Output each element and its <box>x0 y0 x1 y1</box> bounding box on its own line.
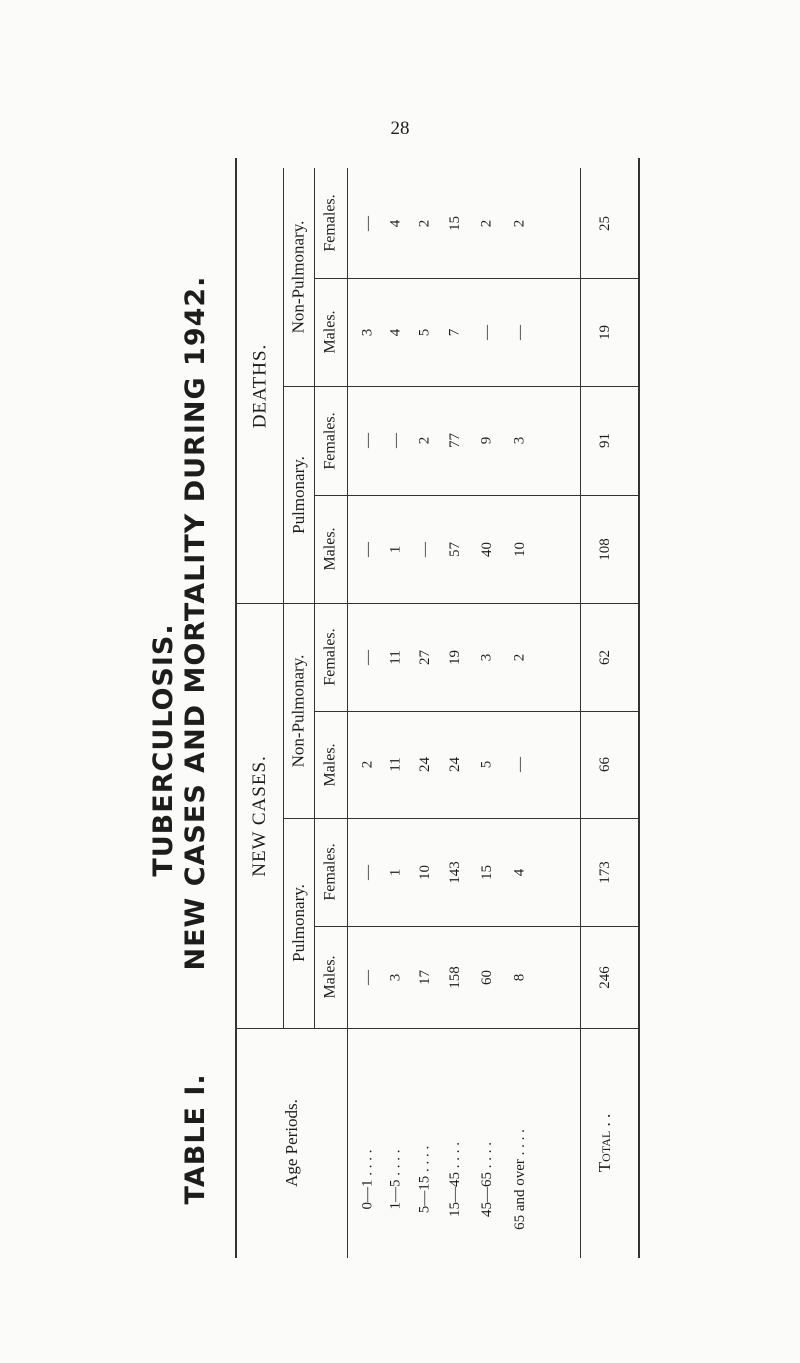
header-deaths-pulmonary-males: Males. <box>321 527 339 571</box>
cell-deaths-non_pulmonary-males-2: 5 <box>416 328 433 336</box>
title-main: NEW CASES AND MORTALITY DURING 1942. <box>180 275 211 971</box>
cell-new_cases-pulmonary-males-4: 60 <box>478 969 495 985</box>
total-deaths-non_pulmonary-males: 19 <box>596 324 613 340</box>
cell-deaths-pulmonary-females-4: 9 <box>478 436 495 445</box>
cell-new_cases-non_pulmonary-males-2: 24 <box>416 757 433 772</box>
header-new_cases-pulmonary-females: Females. <box>321 843 339 901</box>
age-period-5: 65 and over . . . . <box>511 1129 528 1230</box>
cell-deaths-non_pulmonary-females-5: 2 <box>511 219 528 227</box>
header-new_cases-non_pulmonary-females: Females. <box>321 628 339 686</box>
cell-new_cases-pulmonary-females-2: 10 <box>416 864 433 880</box>
header-age-periods: Age Periods. <box>281 1099 301 1187</box>
cell-deaths-pulmonary-females-0: — <box>359 433 376 448</box>
cell-new_cases-pulmonary-females-4: 15 <box>478 864 495 880</box>
total-deaths-pulmonary-females: 91 <box>596 433 613 448</box>
cell-new_cases-pulmonary-females-5: 4 <box>511 868 528 876</box>
rule-sex-header <box>347 168 348 1258</box>
cell-new_cases-non_pulmonary-females-3: 19 <box>446 649 463 665</box>
total-new_cases-non_pulmonary-males: 66 <box>596 757 613 772</box>
header-deaths: DEATHS. <box>249 343 270 428</box>
cell-deaths-pulmonary-females-5: 3 <box>511 436 528 445</box>
rule-total <box>580 168 581 1258</box>
cell-deaths-non_pulmonary-males-3: 7 <box>446 328 463 336</box>
table-number: TABLE I. <box>180 1073 211 1205</box>
cell-deaths-non_pulmonary-males-0: 3 <box>359 328 376 336</box>
age-period-1: 1—5 . . . . <box>387 1149 404 1210</box>
cell-new_cases-non_pulmonary-males-3: 24 <box>446 757 463 772</box>
cell-deaths-non_pulmonary-females-0: — <box>359 215 376 231</box>
cell-deaths-non_pulmonary-males-4: — <box>478 324 495 340</box>
cell-new_cases-non_pulmonary-females-0: — <box>359 649 376 665</box>
header-deaths-pulmonary-females: Females. <box>321 411 339 470</box>
header-new_cases-non_pulmonary-males: Males. <box>321 742 339 787</box>
cell-deaths-non_pulmonary-males-1: 4 <box>387 328 404 336</box>
cell-deaths-non_pulmonary-females-2: 2 <box>416 219 433 227</box>
cell-new_cases-non_pulmonary-females-2: 27 <box>416 649 433 665</box>
table-border-right <box>638 158 640 1258</box>
cell-deaths-non_pulmonary-females-3: 15 <box>446 215 463 231</box>
cell-deaths-non_pulmonary-females-1: 4 <box>387 219 404 227</box>
cell-new_cases-non_pulmonary-males-5: — <box>511 757 528 772</box>
age-period-0: 0—1 . . . . <box>359 1149 376 1210</box>
total-deaths-non_pulmonary-females: 25 <box>596 215 613 231</box>
header-deaths-non_pulmonary-females: Females. <box>321 194 339 252</box>
cell-new_cases-pulmonary-males-2: 17 <box>416 969 433 985</box>
cell-deaths-pulmonary-females-1: — <box>387 433 404 448</box>
cell-deaths-pulmonary-males-2: — <box>416 541 433 557</box>
cell-new_cases-non_pulmonary-females-5: 2 <box>511 653 528 661</box>
cell-new_cases-pulmonary-males-5: 8 <box>511 973 528 981</box>
header-new-pulmonary: Pulmonary. <box>288 884 308 962</box>
cell-deaths-pulmonary-males-0: — <box>359 541 376 557</box>
cell-deaths-pulmonary-males-1: 1 <box>387 545 404 553</box>
cell-new_cases-pulmonary-females-0: — <box>359 864 376 880</box>
total-deaths-pulmonary-males: 108 <box>596 537 613 561</box>
header-deaths-non-pulmonary: Non-Pulmonary. <box>288 220 308 334</box>
cell-new_cases-non_pulmonary-males-0: 2 <box>359 760 376 769</box>
total-new_cases-non_pulmonary-females: 62 <box>596 649 613 665</box>
header-new-cases: NEW CASES. <box>249 754 270 877</box>
cell-deaths-pulmonary-males-4: 40 <box>478 541 495 557</box>
cell-deaths-pulmonary-females-2: 2 <box>416 436 433 445</box>
age-period-3: 15—45 . . . . <box>446 1142 463 1217</box>
tuberculosis-table <box>235 158 645 1258</box>
cell-new_cases-pulmonary-males-3: 158 <box>446 965 463 989</box>
cell-deaths-non_pulmonary-females-4: 2 <box>478 219 495 227</box>
cell-deaths-pulmonary-males-5: 10 <box>511 541 528 557</box>
header-new_cases-pulmonary-males: Males. <box>321 955 339 999</box>
page-number: 28 <box>390 118 410 139</box>
cell-deaths-non_pulmonary-males-5: — <box>511 324 528 340</box>
header-deaths-pulmonary: Pulmonary. <box>288 455 308 534</box>
cell-new_cases-pulmonary-males-1: 3 <box>387 973 404 981</box>
cell-new_cases-non_pulmonary-females-4: 3 <box>478 653 495 661</box>
header-new-non-pulmonary: Non-Pulmonary. <box>288 654 308 767</box>
cell-deaths-pulmonary-males-3: 57 <box>446 541 463 557</box>
total-new_cases-pulmonary-males: 246 <box>596 965 613 989</box>
cell-new_cases-pulmonary-females-3: 143 <box>446 860 463 884</box>
cell-new_cases-pulmonary-males-0: — <box>359 969 376 985</box>
age-period-2: 5—15 . . . . <box>416 1145 433 1214</box>
cell-new_cases-non_pulmonary-males-1: 11 <box>387 757 404 772</box>
total-new_cases-pulmonary-females: 173 <box>596 860 613 884</box>
table-title <box>180 230 211 1250</box>
cell-new_cases-non_pulmonary-males-4: 5 <box>478 760 495 769</box>
cell-deaths-pulmonary-females-3: 77 <box>446 433 463 448</box>
age-period-4: 45—65 . . . . <box>478 1142 495 1217</box>
table-subject: TUBERCULOSIS. <box>148 623 179 877</box>
cell-new_cases-pulmonary-females-1: 1 <box>387 868 404 876</box>
header-deaths-non_pulmonary-males: Males. <box>321 310 339 354</box>
cell-new_cases-non_pulmonary-females-1: 11 <box>387 649 404 665</box>
total-label: Total . . <box>595 1113 615 1173</box>
